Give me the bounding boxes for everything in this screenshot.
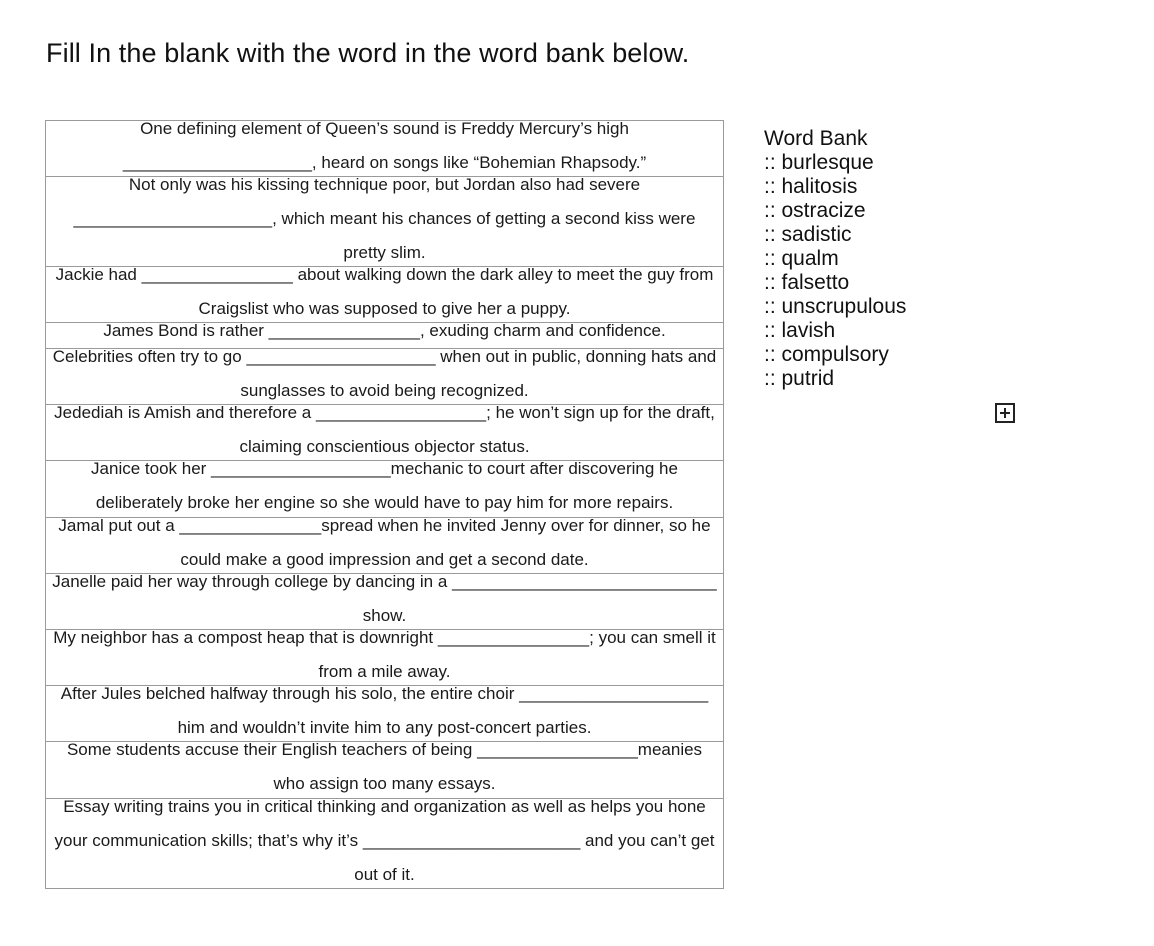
table-row bbox=[46, 177, 724, 267]
sentence-text: James Bond is rather ________________, exuding charm and confidence. bbox=[103, 321, 666, 340]
word-bank bbox=[764, 127, 906, 391]
sentence-table bbox=[45, 120, 724, 889]
page-title: Fill In the blank with the word in the word bank below. bbox=[46, 38, 690, 68]
word-bank-item[interactable]: :: sadistic bbox=[764, 223, 852, 246]
plus-square-icon[interactable] bbox=[995, 403, 1015, 423]
word-bank-item[interactable]: :: falsetto bbox=[764, 271, 850, 294]
sentence-text: Janelle paid her way through college by dancing in a ____________________________ show. bbox=[52, 572, 717, 625]
word-bank-item[interactable]: :: compulsory bbox=[764, 343, 889, 366]
word-bank-item[interactable]: :: ostracize bbox=[764, 199, 866, 222]
sentence-cell[interactable] bbox=[46, 177, 724, 267]
table-row bbox=[46, 799, 724, 889]
sentence-text: Some students accuse their English teachers of being _________________meanies who assign too many essays. bbox=[66, 740, 703, 793]
sentence-text: Essay writing trains you in critical thinking and organization as well as helps you hone your communication skills; that’s why it’s _______________________ and you can’t get out of it. bbox=[54, 797, 715, 884]
word-bank-item[interactable]: :: lavish bbox=[764, 319, 836, 342]
sentence-text: After Jules belched halfway through his solo, the entire choir ____________________ him and wouldn’t invite him to any post-concert parties. bbox=[60, 684, 709, 737]
word-bank-list bbox=[764, 151, 906, 391]
sentence-text: My neighbor has a compost heap that is downright ________________; you can smell it from a mile away. bbox=[53, 628, 716, 681]
word-bank-item[interactable]: :: halitosis bbox=[764, 175, 858, 198]
sentence-text: Not only was his kissing technique poor, but Jordan also had severe _____________________, which meant his chances of getting a second kiss were pretty slim. bbox=[73, 175, 696, 262]
sentence-cell[interactable] bbox=[46, 799, 724, 889]
sentence-text: Janice took her ___________________mechanic to court after discovering he deliberately broke her engine so she would have to pay him for more repairs. bbox=[91, 459, 678, 512]
sentence-text: Jedediah is Amish and therefore a __________________; he won’t sign up for the draft, claiming conscientious objector status. bbox=[54, 403, 715, 456]
sentence-text: Celebrities often try to go ____________________ when out in public, donning hats and sunglasses to avoid being recognized. bbox=[52, 347, 717, 400]
word-bank-item[interactable]: :: burlesque bbox=[764, 151, 874, 174]
sentence-text: Jamal put out a _______________spread when he invited Jenny over for dinner, so he could make a good impression and get a second date. bbox=[58, 516, 711, 569]
word-bank-item[interactable]: :: unscrupulous bbox=[764, 295, 907, 318]
sentence-text: One defining element of Queen’s sound is Freddy Mercury’s high ____________________, heard on songs like “Bohemian Rhapsody.” bbox=[122, 119, 647, 172]
word-bank-title: Word Bank bbox=[764, 127, 868, 150]
word-bank-item[interactable]: :: putrid bbox=[764, 367, 835, 390]
word-bank-item[interactable]: :: qualm bbox=[764, 247, 839, 270]
sentence-text: Jackie had ________________ about walking down the dark alley to meet the guy from Craigslist who was supposed to give her a puppy. bbox=[55, 265, 714, 318]
